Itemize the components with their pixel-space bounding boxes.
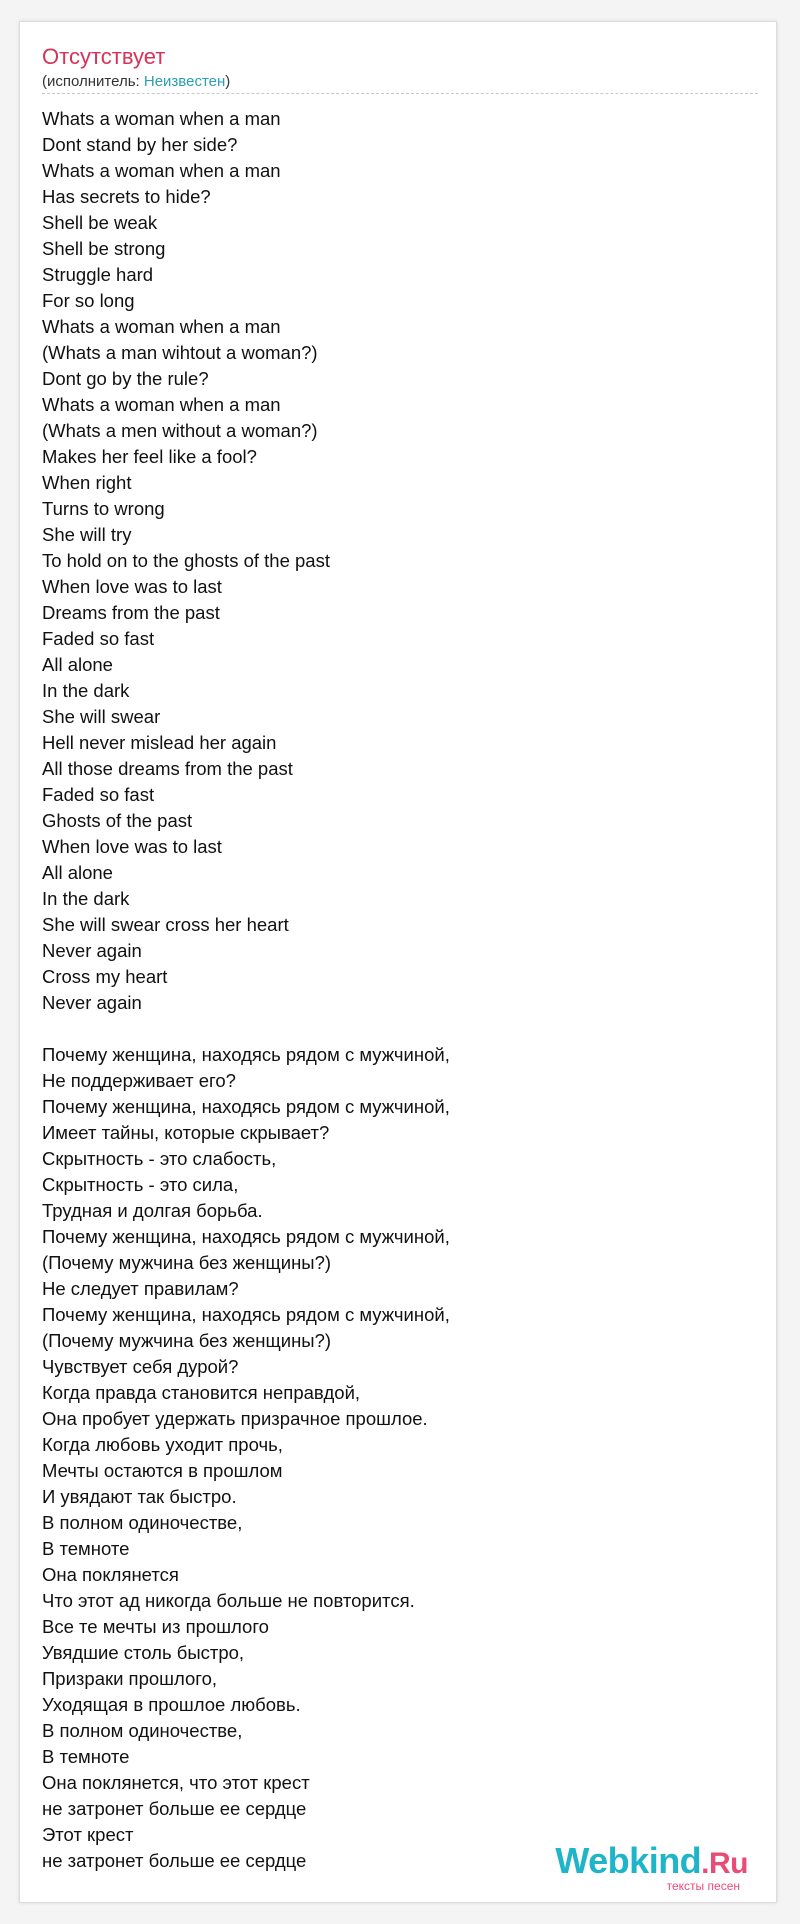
lyrics-line: Faded so fast: [42, 784, 155, 805]
lyrics-card: [19, 21, 777, 1903]
lyrics-line: Makes her feel like a fool?: [42, 446, 257, 467]
logo-tagline: тексты песен: [666, 1879, 740, 1893]
artist-prefix: (исполнитель:: [42, 73, 144, 90]
lyrics-line: Shell be strong: [42, 238, 166, 259]
lyrics-line: Когда правда становится неправдой,: [42, 1382, 361, 1403]
site-logo[interactable]: [555, 1840, 748, 1893]
lyrics-line: В полном одиночестве,: [42, 1720, 243, 1741]
lyrics-line: Dont stand by her side?: [42, 134, 238, 155]
lyrics-line: For so long: [42, 290, 135, 311]
artist-suffix: ): [225, 73, 231, 90]
lyrics-line: Она поклянется: [42, 1564, 179, 1585]
lyrics-line: Призраки прошлого,: [42, 1668, 218, 1689]
lyrics-line: When love was to last: [42, 576, 222, 597]
lyrics-line: She will swear cross her heart: [42, 914, 289, 935]
lyrics-line: Never again: [42, 992, 142, 1013]
lyrics-line: Faded so fast: [42, 628, 155, 649]
lyrics-line: Что этот ад никогда больше не повторится.: [42, 1590, 415, 1611]
lyrics-line: (Whats a men without a woman?): [42, 420, 318, 441]
lyrics-line: Whats a woman when a man: [42, 394, 281, 415]
lyrics-line: Has secrets to hide?: [42, 186, 211, 207]
lyrics-line: Почему женщина, находясь рядом с мужчиной,: [42, 1304, 450, 1325]
lyrics-line: Почему женщина, находясь рядом с мужчиной,: [42, 1226, 450, 1247]
lyrics-line: Never again: [42, 940, 142, 961]
artist-line: [42, 73, 230, 91]
lyrics-line: When right: [42, 472, 132, 493]
lyrics-line: Чувствует себя дурой?: [42, 1356, 239, 1377]
song-title: Отсутствует: [42, 44, 166, 69]
lyrics-line: When love was to last: [42, 836, 222, 857]
lyrics-line: Turns to wrong: [42, 498, 165, 519]
lyrics-line: Мечты остаются в прошлом: [42, 1460, 283, 1481]
lyrics-line: Уходящая в прошлое любовь.: [42, 1694, 301, 1715]
lyrics-line: Имеет тайны, которые скрывает?: [42, 1122, 330, 1143]
logo-wordmark: [555, 1840, 748, 1881]
lyrics-body: [42, 106, 742, 1874]
lyrics-line: To hold on to the ghosts of the past: [42, 550, 330, 571]
lyrics-line: не затронет больше ее сердце: [42, 1850, 307, 1871]
lyrics-line: Почему женщина, находясь рядом с мужчиной,: [42, 1044, 450, 1065]
lyrics-line: Все те мечты из прошлого: [42, 1616, 269, 1637]
lyrics-blank-line: [42, 1016, 742, 1042]
lyrics-line: Когда любовь уходит прочь,: [42, 1434, 283, 1455]
lyrics-line: All alone: [42, 654, 113, 675]
artist-link[interactable]: Неизвестен: [143, 73, 226, 90]
header-divider: [42, 93, 758, 94]
lyrics-line: Не поддерживает его?: [42, 1070, 236, 1091]
lyrics-line: Увядшие столь быстро,: [42, 1642, 245, 1663]
lyrics-line: Dont go by the rule?: [42, 368, 209, 389]
lyrics-line: In the dark: [42, 888, 130, 909]
lyrics-line: (Почему мужчина без женщины?): [42, 1252, 332, 1273]
lyrics-line: Ghosts of the past: [42, 810, 193, 831]
logo-tld: .Ru: [701, 1847, 748, 1880]
lyrics-line: (Whats a man wihtout a woman?): [42, 342, 318, 363]
lyrics-line: Скрытность - это сила,: [42, 1174, 239, 1195]
lyrics-line: Dreams from the past: [42, 602, 220, 623]
lyrics-line: Почему женщина, находясь рядом с мужчиной,: [42, 1096, 450, 1117]
lyrics-line: Whats a woman when a man: [42, 160, 281, 181]
lyrics-line: Скрытность - это слабость,: [42, 1148, 277, 1169]
lyrics-line: Hell never mislead her again: [42, 732, 277, 753]
lyrics-line: She will swear: [42, 706, 161, 727]
lyrics-line: И увядают так быстро.: [42, 1486, 237, 1507]
lyrics-line: (Почему мужчина без женщины?): [42, 1330, 332, 1351]
lyrics-line: В темноте: [42, 1746, 130, 1767]
lyrics-line: В полном одиночестве,: [42, 1512, 243, 1533]
lyrics-line: не затронет больше ее сердце: [42, 1798, 307, 1819]
lyrics-line: Whats a woman when a man: [42, 108, 281, 129]
lyrics-line: Struggle hard: [42, 264, 154, 285]
logo-name: Webkind: [555, 1840, 702, 1881]
lyrics-line: В темноте: [42, 1538, 130, 1559]
lyrics-line: All those dreams from the past: [42, 758, 293, 779]
lyrics-line: Трудная и долгая борьба.: [42, 1200, 263, 1221]
lyrics-line: Whats a woman when a man: [42, 316, 281, 337]
lyrics-line: All alone: [42, 862, 113, 883]
lyrics-line: Shell be weak: [42, 212, 158, 233]
lyrics-line: She will try: [42, 524, 132, 545]
lyrics-line: Cross my heart: [42, 966, 168, 987]
lyrics-line: Она поклянется, что этот крест: [42, 1772, 310, 1793]
lyrics-line: Не следует правилам?: [42, 1278, 239, 1299]
lyrics-line: In the dark: [42, 680, 130, 701]
lyrics-line: Она пробует удержать призрачное прошлое.: [42, 1408, 428, 1429]
lyrics-line: Этот крест: [42, 1824, 134, 1845]
